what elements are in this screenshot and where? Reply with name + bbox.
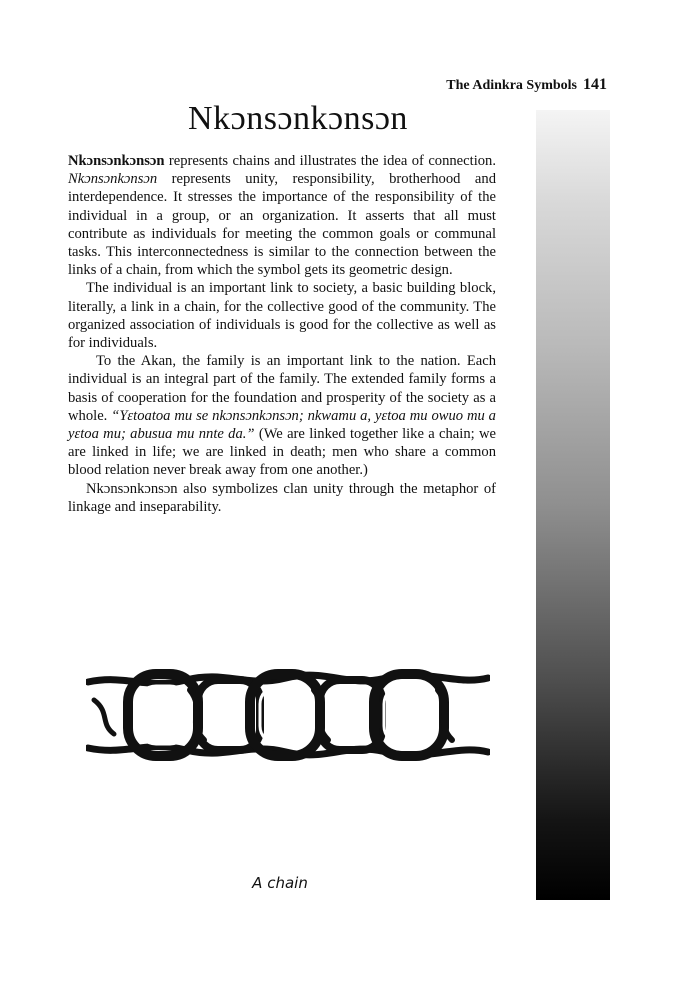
paragraph-1 — [68, 152, 496, 279]
running-title: The Adinkra Symbols — [446, 78, 577, 93]
decorative-side-bar — [536, 110, 610, 900]
paragraph-1-text-b: represents unity, responsibility, brotherhood and interdependence. It stresses the importance of the responsibility of the individual in a group, or an organization. It asserts that all must contribute as individuals for meeting the common goals or communal tasks. This interconnectedness is similar to the connection between the links of a chain, from which the symbol gets its geometric design. — [68, 171, 496, 279]
running-header — [446, 76, 607, 94]
paragraph-4: Nkɔnsɔnkɔnsɔn also symbolizes clan unity through the metaphor of linkage and inseparability. — [68, 480, 496, 515]
body-text — [68, 152, 496, 516]
paragraph-2: The individual is an important link to society, a basic building block, literally, a link in a chain, for the collective good of the community. The organized association of individuals is good for the collective as well as for individuals. — [68, 280, 496, 352]
akan-proverb: “Yɛtoatoa mu se nkɔnsɔnkɔnsɔn; nkwamu a, yɛtoa mu owuo mu a yɛtoa mu; abusua mu nnte da.” — [68, 407, 496, 443]
paragraph-3-text-a: To the Akan, the family is an important link to the nation. Each individual is an integral part of the family. The extended family forms a basis of cooperation for the foundation and prosperity of the society as a whole. — [68, 353, 496, 424]
figure-caption: A chain — [252, 874, 308, 892]
paragraph-3 — [68, 352, 496, 479]
symbol-term-italic: Nkɔnsɔnkɔnsɔn — [68, 171, 158, 188]
page-number: 141 — [583, 76, 607, 93]
symbol-term: Nkɔnsɔnkɔnsɔn — [68, 153, 165, 169]
chain-illustration — [86, 660, 490, 770]
paragraph-1-text-a: represents chains and illustrates the idea of connection. — [164, 153, 496, 169]
paragraph-3-text-b: (We are linked together like a chain; we are linked in life; we are linked in death; men who share a common blood relation never break away from one another.) — [68, 426, 496, 479]
page-title: Nkɔnsɔnkɔnsɔn — [188, 100, 408, 137]
